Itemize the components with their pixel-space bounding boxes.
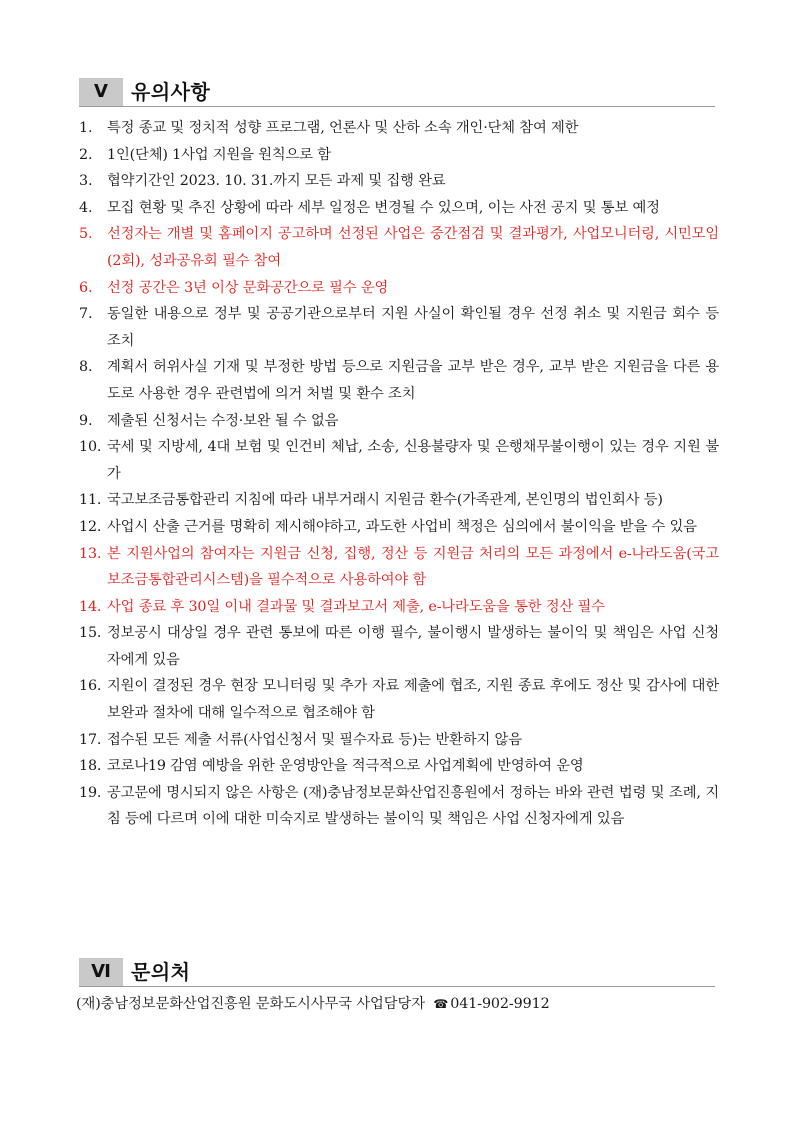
list-item	[79, 434, 719, 487]
list-item	[79, 354, 719, 407]
list-item	[79, 780, 719, 833]
item-text: 선정자는 개별 및 홈페이지 공고하며 선정된 사업은 중간점검 및 결과평가, 사업모니터링, 시민모임(2회), 성과공유회 필수 참여	[107, 226, 719, 269]
section-header-notes	[79, 78, 715, 107]
section-header-contact	[79, 958, 715, 987]
item-text: 협약기간인 2023. 10. 31.까지 모든 과제 및 집행 완료	[107, 173, 446, 190]
section-number: Ⅵ	[79, 958, 123, 986]
list-item	[79, 195, 719, 222]
list-item	[79, 514, 719, 541]
item-number: 1.	[79, 120, 93, 136]
item-number: 8.	[79, 359, 93, 376]
list-item	[79, 115, 719, 142]
item-text: 제출된 신청서는 수정·보완 될 수 없음	[107, 412, 339, 429]
section-title: 문의처	[131, 960, 191, 984]
item-number: 11.	[79, 492, 102, 509]
item-text: 국세 및 지방세, 4대 보험 및 인건비 체납, 소송, 신용불량자 및 은행채무불이행이 있는 경우 지원 불가	[107, 439, 719, 482]
item-text: 계획서 허위사실 기재 및 부정한 방법 등으로 지원금을 교부 받은 경우, 교부 받은 지원금을 다른 용도로 사용한 경우 관련법에 의거 처벌 및 환수 조치	[107, 359, 719, 402]
contact-line	[76, 992, 550, 1016]
item-number: 17.	[79, 731, 102, 748]
contact-phone: 041-902-9912	[450, 996, 550, 1012]
item-text: 사업시 산출 근거를 명확히 제시해야하고, 과도한 사업비 책정은 심의에서 불이익을 받을 수 있음	[107, 518, 697, 535]
item-text: 코로나19 감염 예방을 위한 운영방안을 적극적으로 사업계획에 반영하여 운영	[107, 758, 584, 775]
list-item	[79, 168, 719, 195]
item-text: 정보공시 대상일 경우 관련 통보에 따른 이행 필수, 불이행시 발생하는 불이익 및 책임은 사업 신청자에게 있음	[107, 625, 719, 668]
item-text: 동일한 내용으로 정부 및 공공기관으로부터 지원 사실이 확인될 경우 선정 취소 및 지원금 회수 등 조치	[107, 306, 719, 349]
item-number: 6.	[79, 279, 93, 296]
item-number: 7.	[79, 306, 93, 323]
telephone-icon: ☎	[433, 997, 449, 1011]
item-text: 사업 종료 후 30일 이내 결과물 및 결과보고서 제출, e-나라도움을 통한 정산 필수	[107, 598, 605, 615]
list-item	[79, 487, 719, 514]
section-title: 유의사항	[131, 80, 211, 104]
notes-list	[79, 115, 719, 833]
item-text: 지원이 결정된 경우 현장 모니터링 및 추가 자료 제출에 협조, 지원 종료 후에도 정산 및 감사에 대한 보완과 절차에 대해 일수적으로 협조해야 함	[107, 678, 719, 722]
item-text: 국고보조금통합관리 지침에 따라 내부거래시 지원금 환수(가족관계, 본인명의 법인회사 등)	[107, 492, 663, 509]
list-item	[79, 221, 719, 274]
item-number: 5.	[79, 226, 93, 243]
item-number: 3.	[79, 173, 93, 190]
section-number: V	[79, 78, 123, 106]
item-text: 선정 공간은 3년 이상 문화공간으로 필수 운영	[107, 279, 389, 296]
contact-organization: (재)충남정보문화산업진흥원 문화도시사무국 사업담당자	[76, 996, 425, 1012]
list-item	[79, 275, 719, 302]
list-item	[79, 620, 719, 673]
item-number: 2.	[79, 146, 93, 163]
item-number: 9.	[79, 412, 93, 429]
list-item	[79, 142, 719, 169]
item-number: 16.	[79, 678, 102, 695]
item-number: 15.	[79, 625, 102, 642]
item-number: 18.	[79, 758, 102, 775]
item-number: 4.	[79, 199, 93, 216]
item-text: 모집 현황 및 추진 상황에 따라 세부 일정은 변경될 수 있으며, 이는 사전 공지 및 통보 예정	[107, 199, 660, 216]
item-number: 12.	[79, 518, 102, 535]
item-number: 10.	[79, 439, 102, 456]
item-number: 13.	[79, 545, 102, 562]
item-text: 특정 종교 및 정치적 성향 프로그램, 언론사 및 산하 소속 개인·단체 참여 제한	[107, 120, 579, 136]
item-text: 공고문에 명시되지 않은 사항은 (재)충남정보문화산업진흥원에서 정하는 바와 관련 법령 및 조례, 지침 등에 다르며 이에 대한 미숙지로 발생하는 불이익 및 책임은 사업 신청자에게 있음	[107, 784, 719, 828]
list-item	[79, 727, 719, 754]
item-number: 14.	[79, 598, 102, 615]
item-text: 본 지원사업의 참여자는 지원금 신청, 집행, 정산 등 지원금 처리의 모든 과정에서 e-나라도움(국고보조금통합관리시스템)을 필수적으로 사용하여야 함	[107, 545, 719, 589]
list-item	[79, 594, 719, 621]
list-item	[79, 753, 719, 780]
item-text: 접수된 모든 제출 서류(사업신청서 및 필수자료 등)는 반환하지 않음	[107, 731, 522, 748]
item-text: 1인(단체) 1사업 지원을 원칙으로 함	[107, 146, 331, 163]
item-number: 19.	[79, 784, 102, 801]
list-item	[79, 408, 719, 435]
list-item	[79, 301, 719, 354]
list-item	[79, 673, 719, 726]
list-item	[79, 541, 719, 594]
